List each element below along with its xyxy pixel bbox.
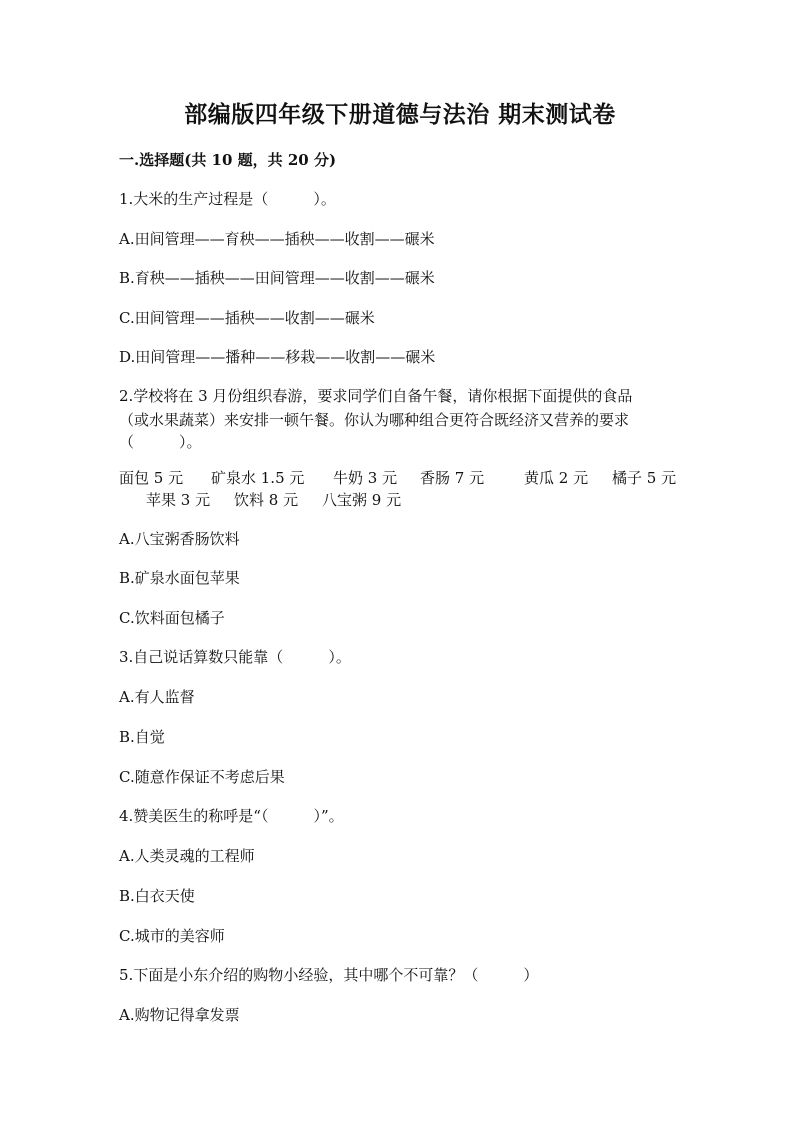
question-3-option-a: A.有人监督 <box>119 688 195 706</box>
question-4-stem: 4.赞美医生的称呼是“（ ）”。 <box>119 807 344 825</box>
food-item: 香肠 7 元 <box>420 469 485 487</box>
question-1-option-b: B.育秧——插秧——田间管理——收割——碾米 <box>119 269 435 287</box>
question-4-option-c: C.城市的美容师 <box>119 927 225 945</box>
food-item: 牛奶 3 元 <box>333 469 398 487</box>
question-5-option-a: A.购物记得拿发票 <box>119 1006 240 1024</box>
question-4-option-b: B.白衣天使 <box>119 887 195 905</box>
section-heading: 一.选择题(共 10 题，共 20 分) <box>119 151 337 169</box>
question-2-option-b: B.矿泉水面包苹果 <box>119 569 240 587</box>
question-2-option-a: A.八宝粥香肠饮料 <box>119 530 240 548</box>
question-3-stem: 3.自己说话算数只能靠（ ）。 <box>119 648 351 666</box>
food-item: 八宝粥 9 元 <box>322 491 402 509</box>
question-5-stem: 5.下面是小东介绍的购物小经验，其中哪个不可靠？（ ） <box>119 966 539 984</box>
food-item: 饮料 8 元 <box>234 491 299 509</box>
question-2-stem-line-1: 2.学校将在 3 月份组织春游，要求同学们自备午餐，请你根据下面提供的食品 <box>119 387 633 405</box>
question-4-option-a: A.人类灵魂的工程师 <box>119 847 255 865</box>
question-2-stem-line-3: （ ）。 <box>119 433 202 451</box>
question-1-option-d: D.田间管理——播种——移栽——收割——碾米 <box>119 348 436 366</box>
question-1-option-a: A.田间管理——育秧——插秧——收割——碾米 <box>119 230 435 248</box>
question-2-stem-line-2: （或水果蔬菜）来安排一顿午餐。你认为哪种组合更符合既经济又营养的要求 <box>119 411 630 429</box>
food-item: 矿泉水 1.5 元 <box>211 469 305 487</box>
food-item: 黄瓜 2 元 <box>524 469 589 487</box>
question-1-option-c: C.田间管理——插秧——收割——碾米 <box>119 309 375 327</box>
exam-title: 部编版四年级下册道德与法治 期末测试卷 <box>184 101 616 128</box>
food-item: 苹果 3 元 <box>146 491 211 509</box>
question-2-option-c: C.饮料面包橘子 <box>119 609 225 627</box>
question-3-option-c: C.随意作保证不考虑后果 <box>119 768 285 786</box>
question-1-stem: 1.大米的生产过程是（ ）。 <box>119 190 336 208</box>
food-item: 橘子 5 元 <box>612 469 677 487</box>
food-item: 面包 5 元 <box>119 469 184 487</box>
question-3-option-b: B.自觉 <box>119 728 165 746</box>
